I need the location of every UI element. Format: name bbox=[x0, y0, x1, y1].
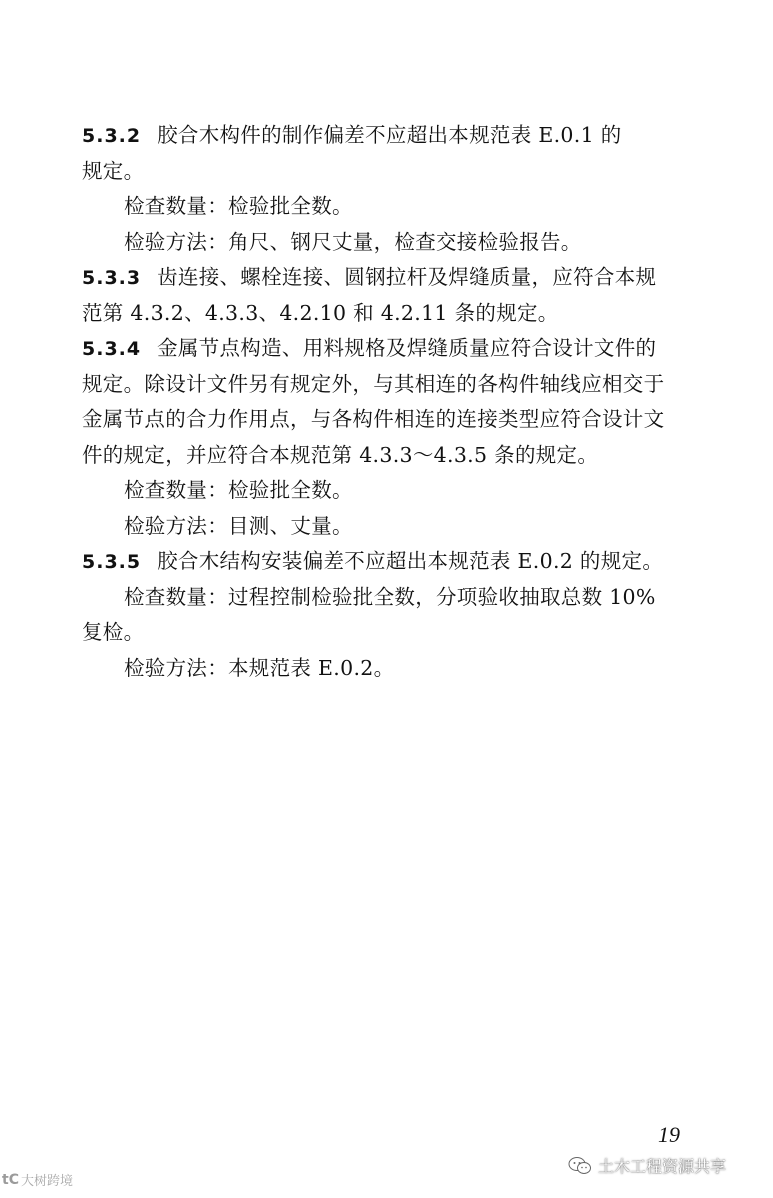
text-line bbox=[82, 118, 702, 154]
text-line bbox=[82, 651, 702, 687]
watermark-left-text: 大树跨境 bbox=[20, 1174, 73, 1189]
wechat-icon bbox=[568, 1156, 592, 1176]
line-text: 金属节点的合力作用点，与各构件相连的连接类型应符合设计文 bbox=[82, 407, 665, 431]
line-text: 件的规定，并应符合本规范第 4.3.3～4.3.5 条的规定。 bbox=[82, 442, 599, 467]
text-line bbox=[82, 260, 702, 296]
text-line bbox=[82, 402, 702, 438]
text-line bbox=[82, 438, 702, 474]
text-line bbox=[82, 296, 702, 332]
watermark-left bbox=[2, 1170, 73, 1189]
text-line bbox=[82, 225, 702, 261]
line-text: 范第 4.3.2、4.3.3、4.2.10 和 4.2.11 条的规定。 bbox=[82, 300, 559, 325]
line-text: 金属节点构造、用料规格及焊缝质量应符合设计文件的 bbox=[157, 336, 657, 360]
text-line bbox=[82, 509, 702, 545]
text-line bbox=[82, 331, 702, 367]
clause-number: 5.3.4 bbox=[82, 338, 142, 360]
line-text: 检查数量：检验批全数。 bbox=[124, 478, 353, 502]
line-text: 检验方法：角尺、钢尺丈量，检查交接检验报告。 bbox=[124, 229, 582, 254]
line-text: 胶合木结构安装偏差不应超出本规范表 E.0.2 的规定。 bbox=[157, 549, 664, 573]
line-text: 规定。 bbox=[82, 158, 145, 183]
watermark-right-text: 土木工程资源共享 bbox=[598, 1157, 727, 1176]
text-line bbox=[82, 615, 702, 651]
body-text bbox=[82, 118, 702, 686]
line-text: 检验方法：本规范表 E.0.2。 bbox=[124, 655, 395, 680]
text-line bbox=[82, 189, 702, 225]
line-text: 检验方法：目测、丈量。 bbox=[124, 513, 353, 538]
line-text: 胶合木构件的制作偏差不应超出本规范表 E.0.1 的 bbox=[157, 123, 622, 147]
text-line bbox=[82, 367, 702, 403]
line-text: 检查数量：过程控制检验批全数，分项验收抽取总数 10% bbox=[124, 584, 656, 609]
watermark-right bbox=[568, 1154, 726, 1177]
line-text: 规定。除设计文件另有规定外，与其相连的各构件轴线应相交于 bbox=[82, 371, 665, 396]
clause-number: 5.3.3 bbox=[82, 267, 142, 289]
logo-icon: tC bbox=[2, 1171, 19, 1188]
line-text: 齿连接、螺栓连接、圆钢拉杆及焊缝质量，应符合本规 bbox=[157, 265, 657, 289]
text-line bbox=[82, 154, 702, 190]
clause-number: 5.3.2 bbox=[82, 125, 142, 147]
text-line bbox=[82, 544, 702, 580]
text-line bbox=[82, 580, 702, 616]
page-number: 19 bbox=[658, 1122, 680, 1147]
line-text: 复检。 bbox=[82, 620, 145, 644]
text-line bbox=[82, 473, 702, 509]
clause-number: 5.3.5 bbox=[82, 551, 142, 573]
line-text: 检查数量：检验批全数。 bbox=[124, 194, 353, 218]
